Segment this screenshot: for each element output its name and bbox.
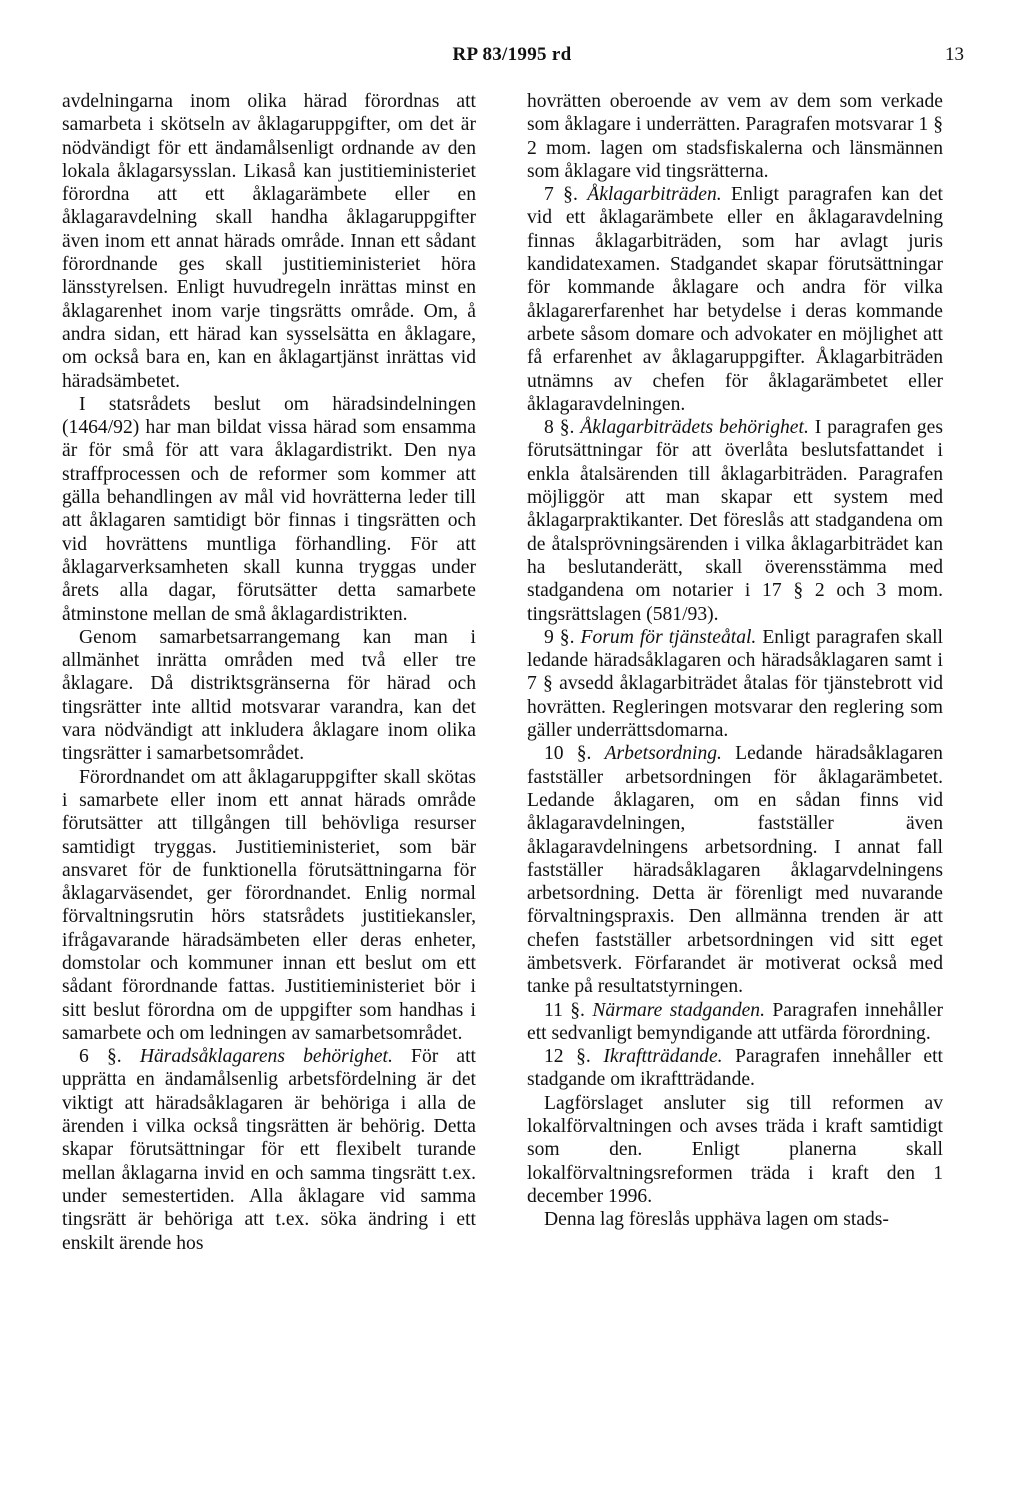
- page-header: [0, 44, 1024, 74]
- section-heading: Ikraftträdande.: [603, 1046, 723, 1068]
- section-text: För att upprätta en ändamålsenlig arbetsfördelning är det viktigt att häradsåklagaren är behöriga i alla de ärenden i vilka också tingsrätten är behörig. Detta skapar förutsättningar för ett flexibelt turande mellan åklagarna invid en och samma tingsrätt t.ex. under semestertiden. Alla åklagare vid samma tingsrätt är behöriga att t.ex. söka ändring i ett enskilt ärende hos: [62, 1046, 477, 1254]
- page-number: 13: [945, 44, 964, 65]
- section-number: 10 §.: [544, 743, 592, 765]
- section-paragraph: [62, 1045, 476, 1255]
- section-heading: Närmare stadganden.: [592, 999, 766, 1021]
- section-text: Paragrafen innehåller ett stadgande om ikraftträdande.: [527, 1046, 943, 1091]
- section-paragraph: [527, 626, 943, 742]
- section-text: Paragrafen innehåller ett sedvanligt bemyndigande att utfärda förordning.: [527, 999, 943, 1044]
- paragraph: Lagförslaget ansluter sig till reformen av lokalförvaltningen och avses träda i kraft samtidigt som den. Enligt planerna skall lokalförvaltningsreformen träda i kraft den 1 december 1996.: [527, 1092, 943, 1207]
- section-paragraph: [527, 999, 943, 1046]
- section-heading: Forum för tjänsteåtal.: [580, 626, 757, 648]
- paragraph: Förordnandet om att åklagaruppgifter skall skötas i samarbete eller inom ett annat härads område förutsätter att tillgången till behövliga resurser samtidigt tryggas. Justitieministeriet, som bär ansvaret för de funktionella förutsättningarna för åklagarväsendet, ger förordnandet. Enlig normal förvaltningsrutin hörs statsrådets justitiekansler, ifrågavarande häradsämbeten eller deras enheter, domstolar och kommuner innan ett beslut om ett sådant förordnande fattas. Justitieministeriet bör i sitt beslut förordna om de uppgifter som handhas i samarbete och om ledningen av samarbetsområdet.: [62, 766, 476, 1044]
- section-number: 6 §.: [79, 1046, 122, 1068]
- section-heading: Arbetsordning.: [604, 743, 722, 765]
- document-title: RP 83/1995 rd: [452, 44, 572, 65]
- section-heading: Åklagarbiträdets behörighet.: [580, 417, 809, 439]
- right-column: [527, 90, 943, 1232]
- section-paragraph: [527, 416, 943, 626]
- section-number: 8 §.: [544, 417, 575, 439]
- section-paragraph: [527, 183, 943, 416]
- section-heading: Häradsåklagarens behörighet.: [139, 1046, 393, 1068]
- left-column: [62, 90, 476, 1255]
- paragraph: avdelningarna inom olika härad förordnas att samarbeta i skötseln av åklagaruppgifter, om det är nödvändigt för ett ändamålsenligt ordnande av den lokala åklagarsysslan. Likaså kan justitieministeriet förordna att ett åklagarämbete eller en åklagaravdelning skall handha åklagaruppgifter även inom ett annat härads område. Innan ett sådant förordnande ges skall justitieministeriet höra länsstyrelsen. Enligt huvudregeln inrättas minst en åklagarenhet inom varje tingsrätts område. Om, å andra sidan, ett härad kan sysselsätta en åklagare, om också bara en, kan en åklagartjänst inrättas vid häradsämbetet.: [62, 91, 476, 392]
- section-number: 9 §.: [544, 626, 575, 648]
- section-text: Enligt paragrafen skall ledande häradsåklagaren och häradsåklagaren samt i 7 § avsedd åklagarbiträdet åtalas för tjänstebrott vid hovrätten. Regleringen motsvarar den reglering som gäller underrättsdomarna.: [527, 626, 943, 742]
- paragraph: Genom samarbetsarrangemang kan man i allmänhet inrätta områden med två eller tre åklagare. Då distriktsgränserna för härad och tingsrätter inte alltid motsvarar varandra, kan det vara nödvändigt att inkludera åklagare inom olika tingsrätter i samarbetsområdet.: [62, 626, 476, 765]
- paragraph: Denna lag föreslås upphäva lagen om stads-: [544, 1209, 889, 1231]
- section-number: 11 §.: [544, 999, 585, 1021]
- paragraph: hovrätten oberoende av vem av dem som verkade som åklagare i underrätten. Paragrafen motsvarar 1 § 2 mom. lagen om stadsfiskalerna och länsmännen som åklagare vid tingsrätterna.: [527, 91, 943, 182]
- section-heading: Åklagarbiträden.: [587, 184, 722, 206]
- section-text: I paragrafen ges förutsättningar för att överlåta beslutsfattandet i enkla åtalsärenden till åklagarbiträden. Paragrafen möjliggör att man skapar ett system med åklagarpraktikanter. Det föreslås att stadgandena om de åtalsprövningsärenden i vilka åklagarbiträdet kan ha beslutanderätt, skall överensstämma med stadgandena om notarier i 17 § 2 och 3 mom. tingsrättslagen (581/93).: [527, 417, 943, 625]
- section-paragraph: [527, 1045, 943, 1092]
- section-number: 12 §.: [544, 1046, 591, 1068]
- section-text: Ledande häradsåklagaren fastställer arbetsordningen för åklagarämbetet. Ledande åklagaren, om en sådan finns vid åklagaravdelningen, fastställer även åklagaravdelningens arbetsordning. I annat fall fastställer häradsåklagaren åklagarvdelningens arbetsordning. Detta är förenligt med nuvarande förvaltningspraxis. Den allmänna trenden är att chefen fastställer arbetsordningen vid sitt eget ämbetsverk. Förfarandet är motiverat också med tanke på resultatstyrningen.: [527, 743, 943, 998]
- paragraph: I statsrådets beslut om häradsindelningen (1464/92) har man bildat vissa härad som ensamma är för små för att vara åklagardistrikt. Den nya straffprocessen och de reformer som kommer att gälla behandlingen av mål vid hovrätterna leder till att åklagaren samtidigt bör finnas i tingsrätten och vid hovrättens muntliga förhandling. För att åklagarverksamheten skall kunna tryggas under årets alla dagar, förutsätter detta samarbete åtminstone mellan de små åklagardistrikten.: [62, 393, 476, 625]
- section-paragraph: [527, 742, 943, 998]
- section-number: 7 §.: [544, 184, 578, 206]
- section-text: Enligt paragrafen kan det vid ett åklagarämbete eller en åklagaravdelning finnas åklagarbiträden, som har avlagt juris kandidatexamen. Stadgandet skapar förutsättningar för kommande åklagare och andra för vilka åklagarerfarenhet har betydelse i deras kommande arbete såsom domare och advokater en möjlighet att få erfarenhet av åklagaruppgifter. Åklagarbiträden utnämns av chefen för åklagarämbetet eller åklagaravdelningen.: [527, 184, 943, 415]
